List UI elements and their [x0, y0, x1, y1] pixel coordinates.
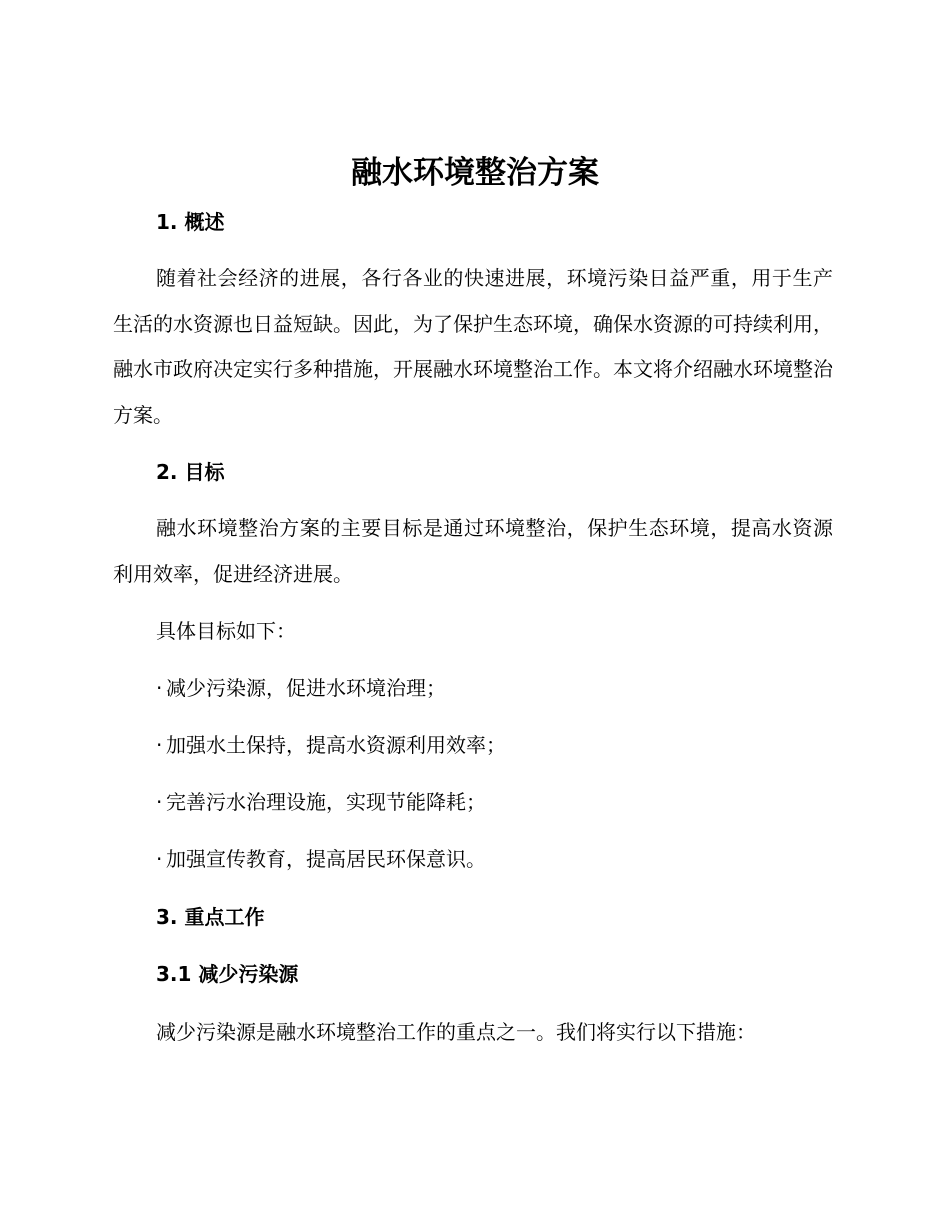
list-item-text: 完善污水治理设施，实现节能降耗；	[166, 790, 486, 814]
goals-list-item	[156, 730, 506, 760]
key-work-paragraph: 减少污染源是融水环境整治工作的重点之一。我们将实行以下措施：	[156, 1020, 756, 1044]
document-title: 融水环境整治方案	[351, 155, 599, 191]
goals-paragraph: 融水环境整治方案的主要目标是通过环境整治，保护生态环境，提高水资源利用效率，促进经济进展。	[113, 516, 833, 586]
section-heading-overview: 1. 概述	[156, 210, 225, 234]
goals-list-item	[156, 844, 486, 874]
goals-list-item	[156, 673, 446, 703]
list-item-text: 加强水土保持，提高水资源利用效率；	[166, 733, 506, 757]
bullet-icon: ·	[156, 847, 163, 871]
list-item-text: 加强宣传教育，提高居民环保意识。	[166, 847, 486, 871]
goals-list-item	[156, 787, 486, 817]
goals-intro: 具体目标如下：	[156, 619, 296, 643]
bullet-icon: ·	[156, 790, 163, 814]
section-heading-key-work: 3. 重点工作	[156, 905, 265, 929]
list-item-text: 减少污染源，促进水环境治理；	[166, 676, 446, 700]
overview-paragraph: 随着社会经济的进展，各行各业的快速进展，环境污染日益严重，用于生产生活的水资源也日益短缺。因此，为了保护生态环境，确保水资源的可持续利用，融水市政府决定实行多种措施，开展融水环境整治工作。本文将介绍融水环境整治方案。	[113, 266, 833, 427]
section-heading-goals: 2. 目标	[156, 460, 225, 484]
bullet-icon: ·	[156, 676, 163, 700]
subsection-heading-reduce-pollution: 3.1 减少污染源	[156, 962, 299, 986]
bullet-icon: ·	[156, 733, 163, 757]
